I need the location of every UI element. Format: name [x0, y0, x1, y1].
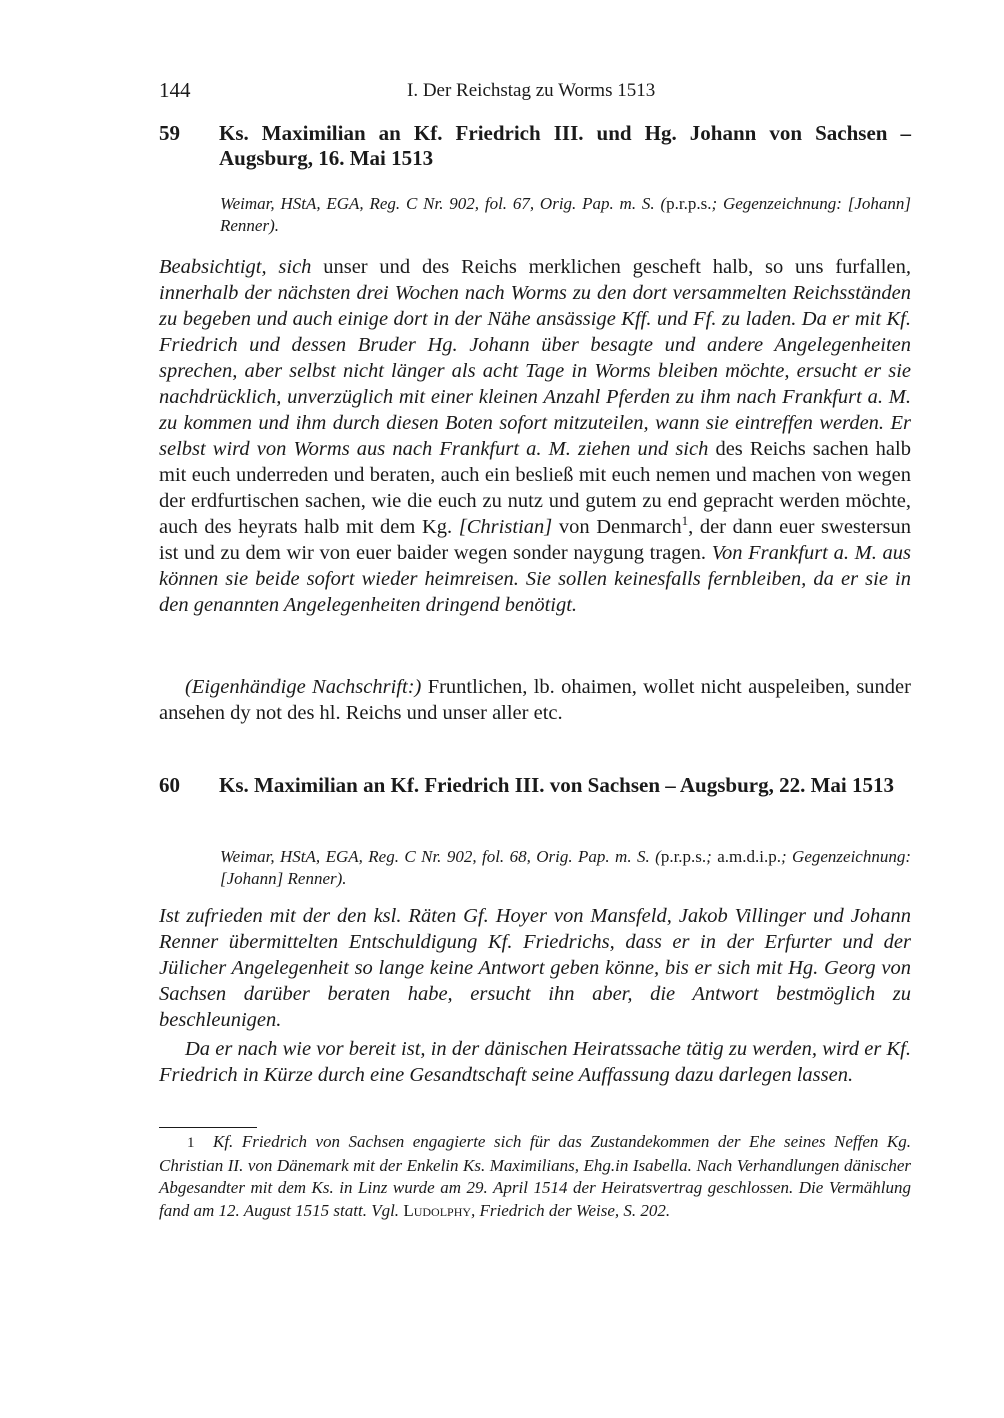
page-number: 144: [159, 78, 191, 102]
entry-number: 59: [159, 121, 180, 145]
body-text-run: Beabsichtigt, sich: [159, 256, 324, 278]
author-name: Ludolphy: [403, 1200, 472, 1220]
postscript-text-run: (Eigenhändige Nachschrift:): [185, 676, 422, 698]
entry-59-source: Weimar, HStA, EGA, Reg. C Nr. 902, fol. 67, Orig. Pap. m. S. (p.r.p.s.; Gegenzeichnung: [Johann] Renner).: [220, 194, 911, 235]
footnote-rule: [159, 1127, 257, 1128]
entry-59-postscript: [159, 674, 911, 726]
footnote-mark: 1: [187, 1135, 195, 1151]
body-text-run: [Christian]: [458, 516, 553, 538]
running-title: I. Der Reichstag zu Worms 1513: [407, 80, 656, 101]
body-text-run: des Reichs sachen halb mit euch underreden und beraten, auch ein besließ mit euch nemen und machen von wegen der erdfurtischen sachen, wie die euch zu nutz und gutem zu end gepracht werden möchte, auch des heyrats halb mit dem Kg.: [159, 438, 911, 538]
body-text-run: von Denmarch: [552, 516, 682, 538]
entry-title: Ks. Maximilian an Kf. Friedrich III. von Sachsen – Augsburg, 22. Mai 1513: [219, 773, 894, 797]
body-text-run: Von Frankfurt a. M. aus können sie beide sofort wieder heimreisen. Sie sollen keinesfalls fernbleiben, da er sie in den genannten Angelegenheiten dringend benötigt.: [159, 542, 911, 616]
postscript-text-run: Fruntlichen, lb. ohaimen, wollet nicht auspeleiben, sunder ansehen dy not des hl. Reichs und unser aller etc.: [159, 676, 911, 724]
entry-title: Ks. Maximilian an Kf. Friedrich III. und Hg. Johann von Sachsen – Augsburg, 16. Mai 1513: [219, 121, 911, 170]
body-text-run: , innerhalb der nächsten drei Wochen nach Worms zu den dort versammelten Reichsständen zu begeben und auch einige dort in der Nähe ansässige Kff. und Ff. zu laden. Da er mit Kf. Friedrich und dessen Bruder Hg. Johann über besagte und andere Angelegenheiten sprechen, aber selbst nicht länger als acht Tage in Worms bleiben möchte, ersucht er sie nachdrücklich, unverzüglich mit einer kleinen Anzahl Pferden zu ihm nach Frankfurt a. M. zu kommen und ihm durch diesen Boten sofort mitzuteilen, wann sie eintreffen werden. Er selbst wird von Worms aus nach Frankfurt a. M. ziehen und sich: [159, 256, 911, 460]
entry-59-heading: [159, 121, 911, 173]
footnote: 1 Kf. Friedrich von Sachsen engagierte sich für das Zustandekommen der Ehe seines Neffen Kg. Christian II. von Dänemark mit der Enkelin Ks. Maximilians, Ehg.in Isabella. Nach Verhandlungen dänischer Abgesandter mit dem Ks. in Linz wurde am 29. April 1514 der Heiratsvertrag geschlossen. Die Vermählung fand am 12. August 1515 statt. Vgl. Ludolphy, Friedrich der Weise, S. 202.: [159, 1132, 911, 1220]
entry-60-heading: [159, 773, 911, 825]
running-header: [159, 78, 911, 108]
entry-60-summary-paragraph-2: Da er nach wie vor bereit ist, in der dänischen Heiratssache tätig zu werden, wird er Kf. Friedrich in Kürze durch eine Gesandtschaft seine Auffassung dazu darlegen lassen.: [159, 1038, 911, 1086]
entry-60-summary-paragraph: Ist zufrieden mit der den ksl. Räten Gf. Hoyer von Mansfeld, Jakob Villinger und Johann Renner übermittelten Entschuldigung Kf. Friedrichs, dass er in der Erfurter und der Jülicher Angelegenheit so lange keine Antwort geben könne, bis er sich mit Hg. Georg von Sachsen darüber beraten habe, ersucht ihn aber, die Antwort bestmöglich zu beschleunigen.: [159, 905, 911, 1031]
body-text-run: , der dann euer swestersun ist und zu dem wir von euer baider wegen sonder naygung tragen.: [159, 516, 911, 564]
body-text-run: unser und des Reichs merklichen gescheft halb, so uns furfallen: [323, 256, 906, 278]
entry-60-source: Weimar, HStA, EGA, Reg. C Nr. 902, fol. 68, Orig. Pap. m. S. (p.r.p.s.; a.m.d.i.p.; Gegenzeichnung: [Johann] Renner).: [220, 847, 912, 888]
entry-number: 60: [159, 773, 180, 797]
footnote-reference: 1: [681, 513, 689, 529]
entry-59-body: [159, 254, 911, 618]
